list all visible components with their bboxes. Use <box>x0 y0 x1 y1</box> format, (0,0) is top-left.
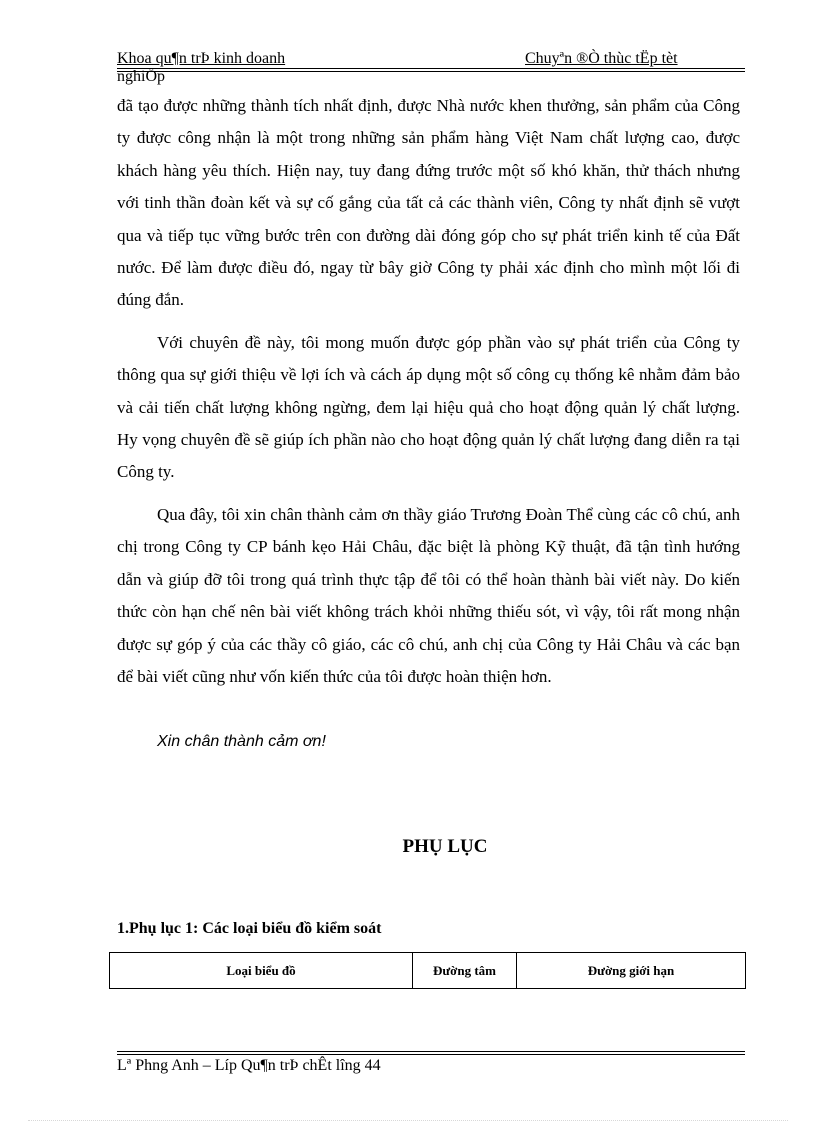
header-rule <box>117 68 745 69</box>
signoff: Xin chân thành cảm ơn! <box>157 733 326 750</box>
footer-rule <box>117 1051 745 1052</box>
header-faculty-cont: nghiÖp <box>117 68 165 85</box>
appendix-subtitle: 1.Phụ lục 1: Các loại biểu đồ kiểm soát <box>117 920 382 937</box>
table-header-chart-type: Loại biểu đồ <box>110 953 413 989</box>
control-chart-table <box>109 952 746 989</box>
body-text <box>117 90 740 693</box>
header-report-title: Chuyªn ®Ò thùc tËp tèt <box>525 50 678 67</box>
footer-rule-double <box>117 1054 745 1055</box>
header-rule-double <box>117 71 745 72</box>
footer-author: Lª Phng Anh – Líp Qu¶n trÞ chÊt lîng 44 <box>117 1057 381 1074</box>
paragraph-2: Với chuyên đề này, tôi mong muốn được góp phần vào sự phát triển của Công ty thông qua sự giới thiệu về lợi ích và cách áp dụng một số công cụ thống kê nhằm đảm bảo và cải tiến chất lượng không ngừng, đem lại hiệu quả cho hoạt động quản lý chất lượng. Hy vọng chuyên đề sẽ giúp ích phần nào cho hoạt động quản lý chất lượng đang diễn ra tại Công ty. <box>117 332 740 482</box>
table-header-center-line: Đường tâm <box>413 953 517 989</box>
appendix-title: PHỤ LỤC <box>402 836 488 857</box>
table-header-row <box>110 953 746 989</box>
paragraph-1: đã tạo được những thành tích nhất định, được Nhà nước khen thưởng, sản phẩm của Công ty được công nhận là một trong những sản phẩm hàng Việt Nam chất lượng cao, được khách hàng yêu thích. Hiện nay, tuy đang đứng trước một số khó khăn, thử thách nhưng với tinh thần đoàn kết và sự cố gắng của tất cả các thành viên, Công ty nhất định sẽ vượt qua và tiếp tục vững bước trên con đường dài đóng góp cho sự phát triển kinh tế của Đất nước. Để làm được điều đó, ngay từ bây giờ Công ty phải xác định cho mình một lối đi đúng đắn. <box>117 96 740 310</box>
page-edge <box>28 1120 788 1121</box>
table-header-limit-line: Đường giới hạn <box>517 953 746 989</box>
header-faculty: Khoa qu¶n trÞ kinh doanh <box>117 50 286 67</box>
paragraph-3: Qua đây, tôi xin chân thành cảm ơn thầy giáo Trương Đoàn Thể cùng các cô chú, anh chị trong Công ty CP bánh kẹo Hải Châu, đặc biệt là phòng Kỹ thuật, đã tận tình hướng dẫn và giúp đỡ tôi trong quá trình thực tập để tôi có thể hoàn thành bài viết này. Do kiến thức còn hạn chế nên bài viết không trách khỏi những thiếu sót, vì vậy, tôi rất mong nhận được sự góp ý của các thầy cô giáo, các cô chú, anh chị của Công ty Hải Châu và các bạn để bài viết cũng như vốn kiến thức của tôi được hoàn thiện hơn. <box>117 504 740 686</box>
